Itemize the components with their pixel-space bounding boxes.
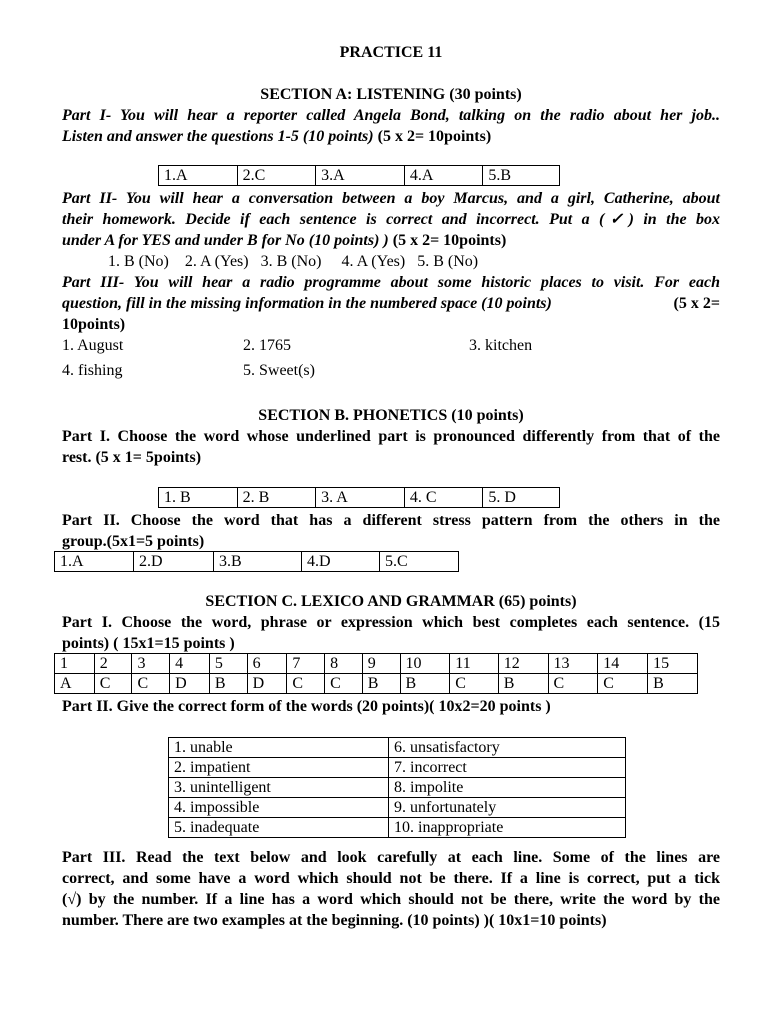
table-row bbox=[169, 818, 626, 838]
answer-cell: C bbox=[287, 674, 325, 694]
section-a-part1-answer-table bbox=[158, 165, 560, 186]
section-b-part1-answer-table bbox=[158, 487, 560, 508]
answer-cell: C bbox=[598, 674, 648, 694]
answer-cell: B bbox=[362, 674, 400, 694]
section-a-part3-line1: Part III- You will hear a radio programme about some historic places to visit. For each bbox=[62, 274, 720, 291]
question-number-cell: 8 bbox=[325, 654, 363, 674]
question-number-cell: 15 bbox=[648, 654, 698, 674]
section-c-part1-answer-table bbox=[54, 653, 698, 694]
fill-answer: 2. 1765 bbox=[243, 337, 291, 354]
answer-cell: 5.B bbox=[483, 166, 560, 186]
word-form-cell: 5. inadequate bbox=[169, 818, 389, 838]
answer-cell: 2.D bbox=[134, 552, 214, 572]
answer-cell: D bbox=[247, 674, 287, 694]
answer-cell: B bbox=[400, 674, 450, 694]
section-a-part2-points: (5 x 2= 10points) bbox=[392, 232, 507, 249]
answer-cell: 1.A bbox=[55, 552, 134, 572]
table-row bbox=[169, 758, 626, 778]
question-number-cell: 10 bbox=[400, 654, 450, 674]
section-c-heading: SECTION C. LEXICO AND GRAMMAR (65) points) bbox=[205, 593, 577, 610]
question-number-cell: 7 bbox=[287, 654, 325, 674]
section-c-part1-line2: points) ( 15x1=15 points ) bbox=[62, 635, 235, 652]
section-c-part3-line3: (√) by the number. If a line has a word which should not be there, write the word by the bbox=[62, 891, 720, 908]
question-number-cell: 3 bbox=[132, 654, 170, 674]
answer-cell: 1. B bbox=[159, 488, 238, 508]
word-form-cell: 3. unintelligent bbox=[169, 778, 389, 798]
answer-cell: 4.A bbox=[404, 166, 483, 186]
table-row bbox=[55, 674, 698, 694]
answer-cell: 4.D bbox=[302, 552, 380, 572]
section-c-part3-line4: number. There are two examples at the beginning. (10 points) )( 10x1=10 points) bbox=[62, 912, 607, 929]
question-number-cell: 13 bbox=[548, 654, 598, 674]
answer-cell: C bbox=[132, 674, 170, 694]
word-form-cell: 10. inappropriate bbox=[389, 818, 626, 838]
fill-answer: 4. fishing bbox=[62, 362, 123, 379]
fill-answer: 1. August bbox=[62, 337, 124, 354]
section-a-part2-line1: Part II- You will hear a conversation between a boy Marcus, and a girl, Catherine, about bbox=[62, 190, 720, 207]
question-number-cell: 2 bbox=[94, 654, 132, 674]
question-number-cell: 6 bbox=[247, 654, 287, 674]
section-a-part3-line3: 10points) bbox=[62, 316, 126, 333]
question-number-cell: 4 bbox=[170, 654, 210, 674]
table-row bbox=[169, 738, 626, 758]
section-a-heading: SECTION A: LISTENING (30 points) bbox=[260, 86, 522, 103]
question-number-cell: 11 bbox=[450, 654, 498, 674]
answer-cell: 2.C bbox=[237, 166, 316, 186]
answer-cell: 2. B bbox=[237, 488, 316, 508]
question-number-cell: 5 bbox=[209, 654, 247, 674]
section-a-part3-line2a: question, fill in the missing information in the numbered space (10 points) bbox=[62, 295, 552, 312]
section-a-part3-points: (5 x 2= bbox=[673, 295, 720, 312]
answer-cell: C bbox=[325, 674, 363, 694]
section-c-part3-line1: Part III. Read the text below and look carefully at each line. Some of the lines are bbox=[62, 849, 720, 866]
question-number-cell: 9 bbox=[362, 654, 400, 674]
answer-cell: 3.A bbox=[316, 166, 405, 186]
answer-cell: 5.C bbox=[380, 552, 459, 572]
answer-cell: B bbox=[648, 674, 698, 694]
section-b-heading: SECTION B. PHONETICS (10 points) bbox=[258, 407, 524, 424]
fill-answer: 3. kitchen bbox=[469, 337, 533, 354]
answer-cell: C bbox=[94, 674, 132, 694]
answer-cell: C bbox=[548, 674, 598, 694]
question-number-cell: 14 bbox=[598, 654, 648, 674]
section-b-part1-line2: rest. (5 x 1= 5points) bbox=[62, 449, 202, 466]
section-a-part3-line2 bbox=[62, 293, 720, 314]
section-c-part2-answer-table bbox=[168, 737, 626, 838]
answer-cell: B bbox=[209, 674, 247, 694]
word-form-cell: 4. impossible bbox=[169, 798, 389, 818]
section-b-part2-line2: group.(5x1=5 points) bbox=[62, 533, 205, 550]
answer-cell: C bbox=[450, 674, 498, 694]
section-a-part2-line3a: under A for YES and under B for No (10 points) ) bbox=[62, 232, 393, 249]
answer-cell: 3. A bbox=[316, 488, 405, 508]
section-b-part2-line1: Part II. Choose the word that has a different stress pattern from the others in the bbox=[62, 512, 720, 529]
word-form-cell: 1. unable bbox=[169, 738, 389, 758]
section-a-part1-line1: Part I- You will hear a reporter called Angela Bond, talking on the radio about her job.. bbox=[62, 107, 720, 124]
answer-cell: D bbox=[170, 674, 210, 694]
word-form-cell: 6. unsatisfactory bbox=[389, 738, 626, 758]
answer-cell: 5. D bbox=[483, 488, 560, 508]
table-row bbox=[169, 798, 626, 818]
section-a-part1-points: (5 x 2= 10points) bbox=[377, 128, 492, 145]
section-a-part2-line3 bbox=[62, 230, 720, 251]
section-a-part1-line2 bbox=[62, 126, 720, 147]
table-row bbox=[169, 778, 626, 798]
page-title: PRACTICE 11 bbox=[339, 44, 443, 61]
answer-cell: A bbox=[55, 674, 95, 694]
answer-cell: 4. C bbox=[404, 488, 483, 508]
word-form-cell: 9. unfortunately bbox=[389, 798, 626, 818]
answer-cell: 1.A bbox=[159, 166, 238, 186]
section-c-part3-line2: correct, and some have a word which should not be there. If a line is correct, put a tick bbox=[62, 870, 720, 887]
word-form-cell: 7. incorrect bbox=[389, 758, 626, 778]
word-form-cell: 8. impolite bbox=[389, 778, 626, 798]
table-row bbox=[55, 654, 698, 674]
section-a-part1-line2a: Listen and answer the questions 1-5 (10 points) bbox=[62, 128, 378, 145]
fill-answer: 5. Sweet(s) bbox=[243, 362, 315, 379]
answer-cell: B bbox=[498, 674, 548, 694]
word-form-cell: 2. impatient bbox=[169, 758, 389, 778]
question-number-cell: 1 bbox=[55, 654, 95, 674]
question-number-cell: 12 bbox=[498, 654, 548, 674]
section-c-part2-line1: Part II. Give the correct form of the words (20 points)( 10x2=20 points ) bbox=[62, 698, 551, 715]
section-b-part2-answer-table bbox=[54, 551, 459, 572]
section-b-part1-line1: Part I. Choose the word whose underlined part is pronounced differently from that of the bbox=[62, 428, 720, 445]
answer-cell: 3.B bbox=[214, 552, 302, 572]
section-a-part2-line2: their homework. Decide if each sentence is correct and incorrect. Put a (✓) in the box bbox=[62, 211, 720, 228]
section-c-part1-line1: Part I. Choose the word, phrase or expression which best completes each sentence. (15 bbox=[62, 614, 720, 631]
section-a-part2-answers: 1. B (No) 2. A (Yes) 3. B (No) 4. A (Yes) 5. B (No) bbox=[108, 253, 479, 270]
